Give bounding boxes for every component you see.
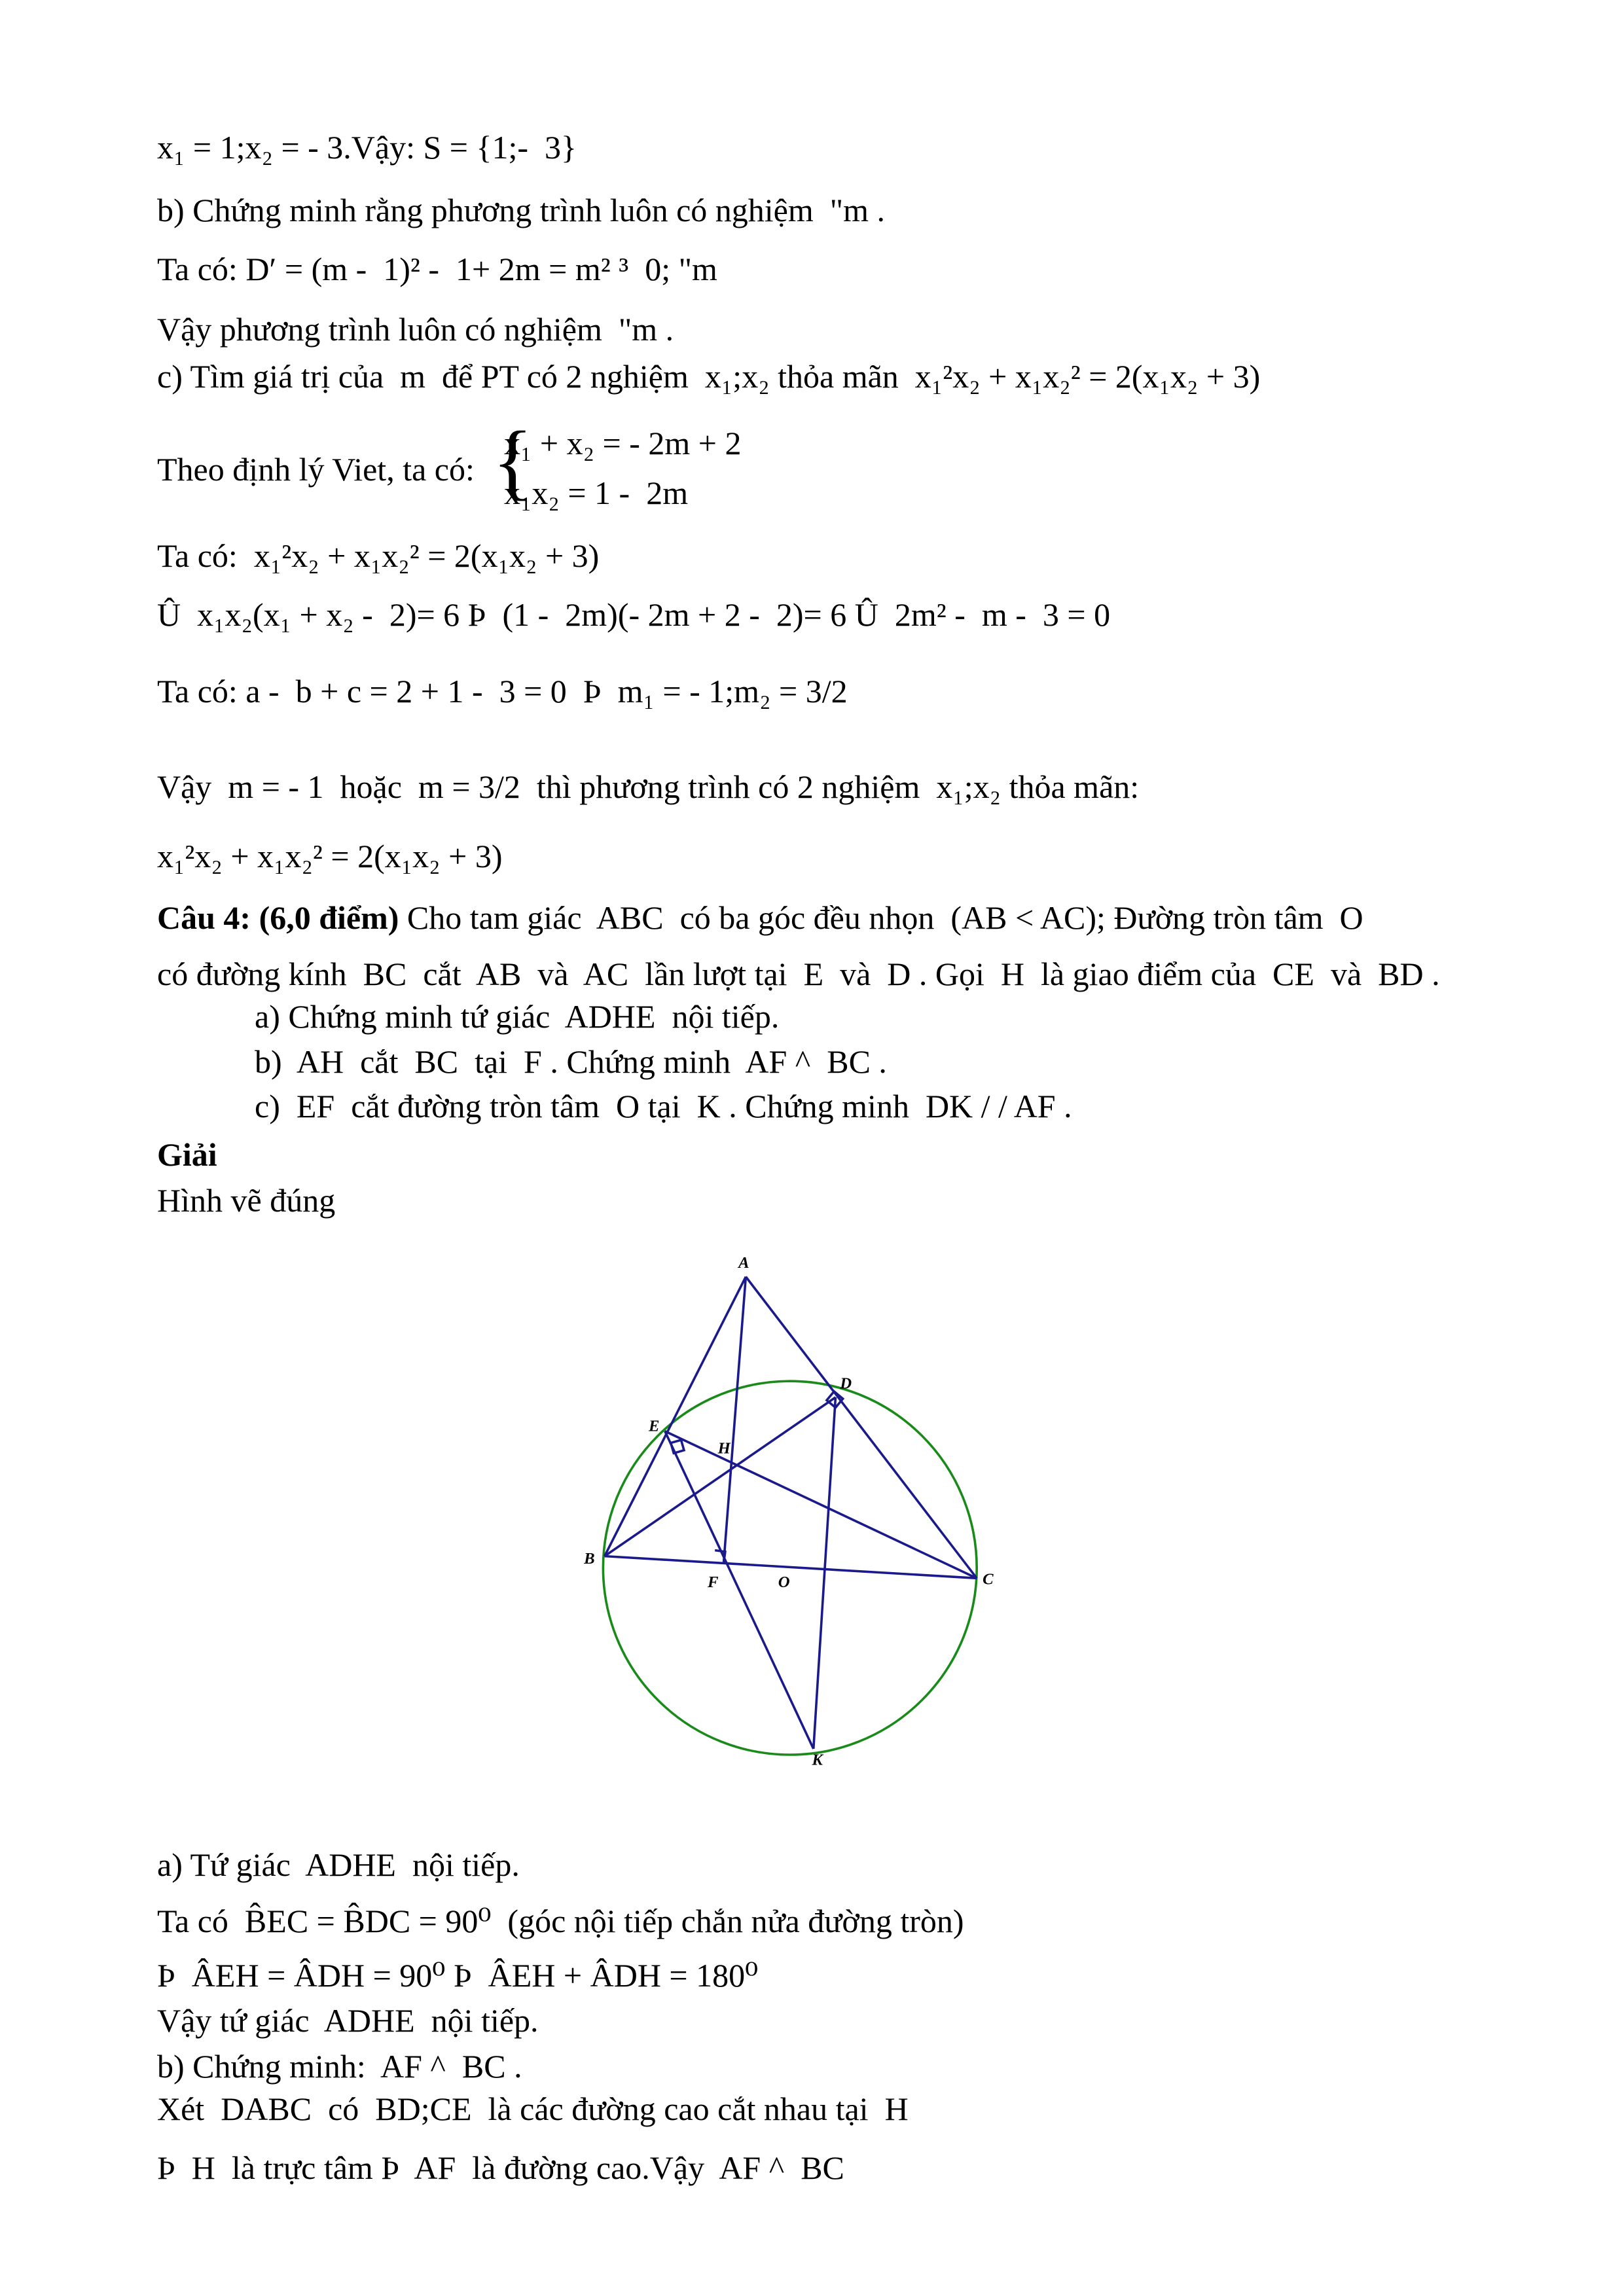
text-line: Vậy phương trình luôn có nghiệm "m .: [157, 311, 674, 348]
text-line: có đường kính BC cắt AB và AC lần lượt tại E và D . Gọi H là giao điểm của CE và BD .: [157, 956, 1440, 992]
question-4-text: Cho tam giác ABC có ba góc đều nhọn (AB < AC); Đường tròn tâm O: [399, 899, 1363, 936]
segment-bd: [605, 1397, 836, 1556]
segment-ce: [665, 1431, 977, 1579]
label-b: B: [584, 1549, 595, 1568]
segment-af: [724, 1277, 746, 1562]
text-line: Ta có: a - b + c = 2 + 1 - 3 = 0 Þ m₁ = - 1;m₂ = 3/2: [157, 673, 848, 709]
right-angle-e: [671, 1440, 684, 1453]
label-k: K: [812, 1751, 823, 1769]
text-line: Vậy tứ giác ADHE nội tiếp.: [157, 2002, 539, 2039]
text-line: x₁ = 1;x₂ = - 3.Vậy: S = {1;- 3}: [157, 129, 577, 166]
label-c: C: [983, 1570, 994, 1588]
text-line: Xét DABC có BD;CE là các đường cao cắt nhau tại H: [157, 2090, 909, 2127]
segment-bc: [605, 1556, 977, 1579]
solution-heading: Giải: [157, 1136, 217, 1173]
segment-ab: [605, 1277, 746, 1556]
text-line: Ta có: D′ = (m - 1)² - 1+ 2m = m² ³ 0; "m: [157, 251, 717, 287]
text-line: Theo định lý Viet, ta có:: [157, 451, 475, 488]
system-brace: {: [492, 414, 533, 509]
label-h: H: [717, 1439, 731, 1458]
label-f: F: [707, 1573, 719, 1591]
text-line: Ta có B̂EC = B̂DC = 90⁰ (góc nội tiếp chắn nửa đường tròn): [157, 1903, 964, 1939]
question-4-title: Câu 4: (6,0 điểm): [157, 899, 399, 936]
label-e: E: [649, 1417, 660, 1435]
part-c: c) EF cắt đường tròn tâm O tại K . Chứng minh DK / / AF .: [255, 1088, 1072, 1124]
text-line: b) Chứng minh: AF ^ BC .: [157, 2048, 522, 2085]
label-a: A: [738, 1254, 749, 1272]
right-angle-f: [715, 1551, 725, 1562]
text-line: x₁²x₂ + x₁x₂² = 2(x₁x₂ + 3): [157, 838, 503, 874]
segment-ek: [665, 1431, 814, 1749]
text-line: Û x₁x₂(x₁ + x₂ - 2)= 6 Þ (1 - 2m)(- 2m + 2 - 2)= 6 Û 2m² - m - 3 = 0: [157, 596, 1111, 633]
text-line: Ta có: x₁²x₂ + x₁x₂² = 2(x₁x₂ + 3): [157, 537, 600, 574]
text-line: Hình vẽ đúng: [157, 1182, 336, 1219]
text-line: c) Tìm giá trị của m để PT có 2 nghiệm x₁;x₂ thỏa mãn x₁²x₂ + x₁x₂² = 2(x₁x₂ + 3): [157, 358, 1261, 395]
text-line: Þ H là trực tâm Þ AF là đường cao.Vậy AF ^ BC: [157, 2149, 844, 2186]
viet-product: x₁x₂ = 1 - 2m: [504, 475, 689, 511]
label-d: D: [840, 1374, 852, 1393]
part-b: b) AH cắt BC tại F . Chứng minh AF ^ BC .: [255, 1043, 887, 1080]
part-a: a) Chứng minh tứ giác ADHE nội tiếp.: [255, 998, 780, 1035]
text-line: Vậy m = - 1 hoặc m = 3/2 thì phương trình có 2 nghiệm x₁;x₂ thỏa mãn:: [157, 768, 1140, 805]
viet-sum: x₁ + x₂ = - 2m + 2: [504, 425, 742, 461]
segment-ac: [746, 1277, 977, 1579]
segment-dk: [814, 1397, 836, 1749]
text-line: a) Tứ giác ADHE nội tiếp.: [157, 1846, 520, 1883]
text-line: b) Chứng minh rằng phương trình luôn có nghiệm "m .: [157, 192, 886, 228]
label-o: O: [778, 1573, 790, 1591]
text-line: Þ ÂEH = ÂDH = 90⁰ Þ ÂEH + ÂDH = 180⁰: [157, 1957, 759, 1994]
